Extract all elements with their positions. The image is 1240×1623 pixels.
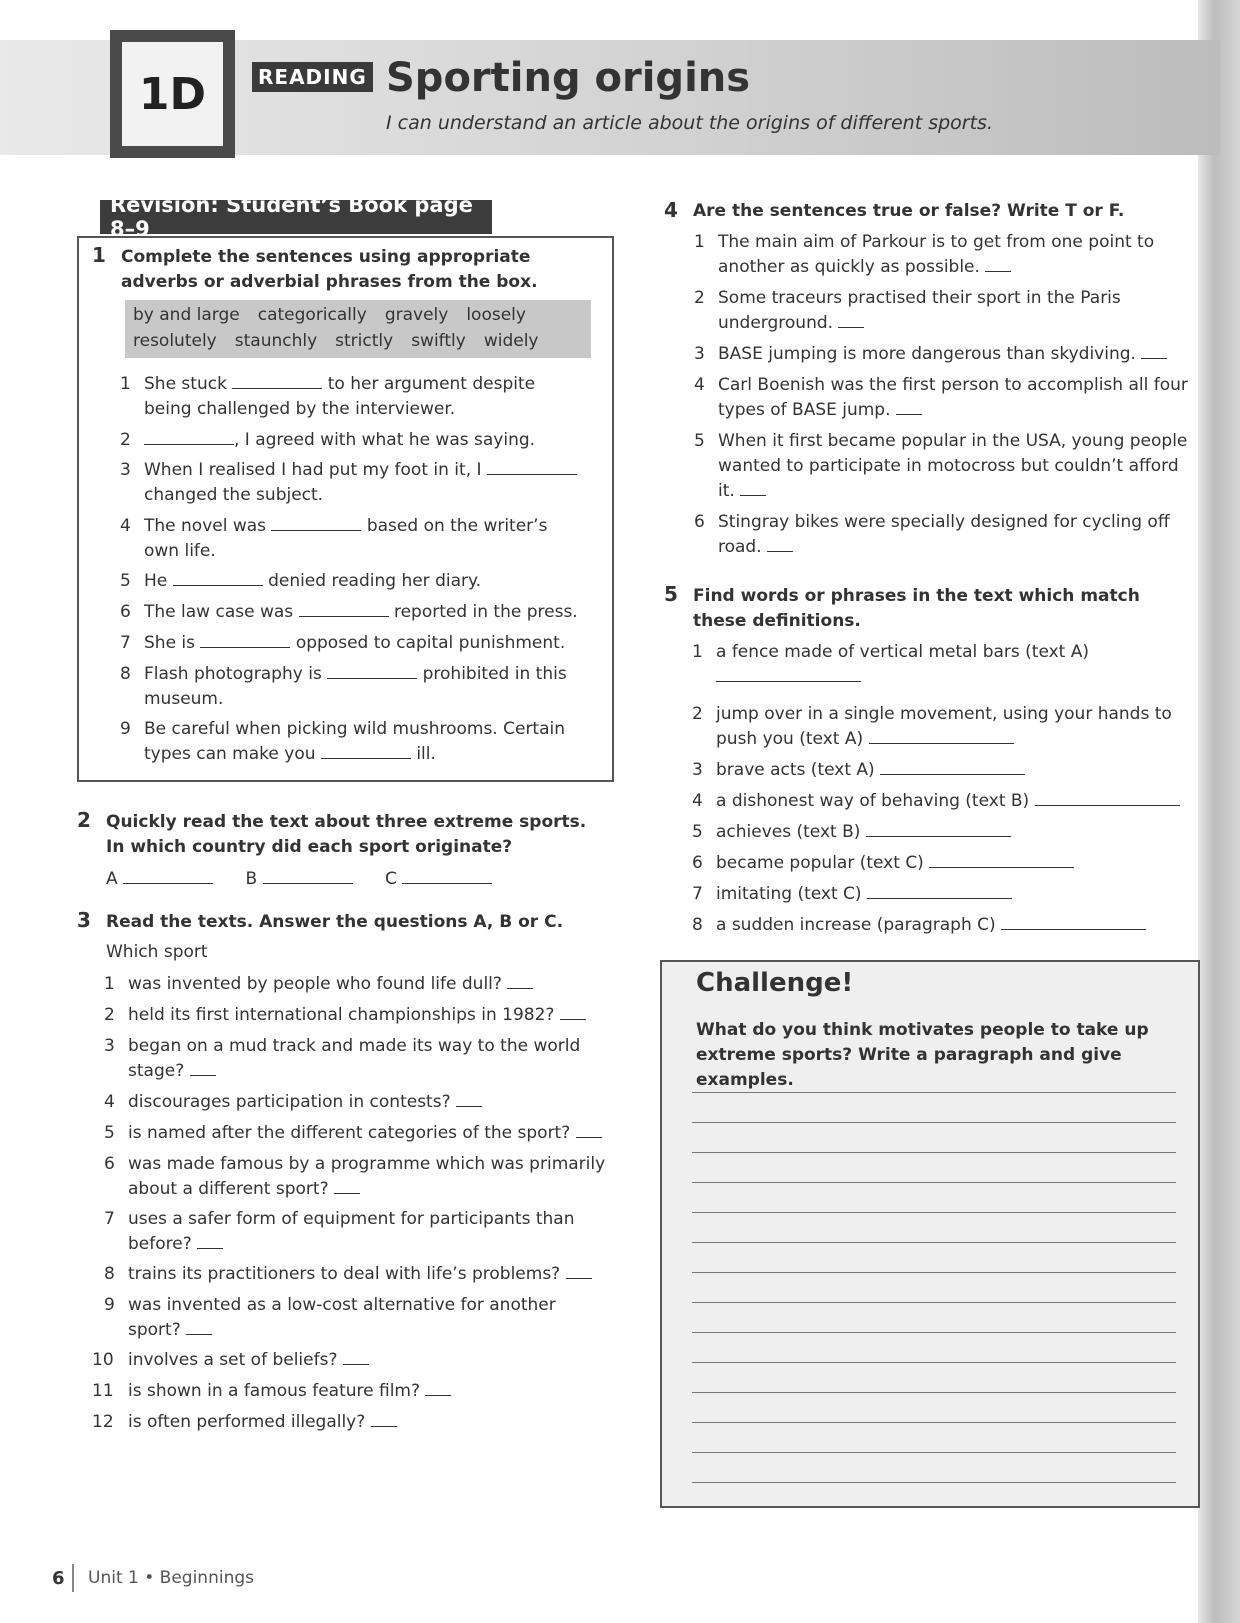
answer-blank[interactable] bbox=[560, 1003, 586, 1020]
answer-blank[interactable] bbox=[456, 1090, 482, 1107]
ex4-item: 5 When it first became popular in the USA, young people wanted to participate in motocross but couldn’t afford it. bbox=[694, 431, 1188, 501]
exercise-5-instruction: Find words or phrases in the text which match these definitions. bbox=[693, 586, 1140, 631]
challenge-title: Challenge! bbox=[696, 968, 854, 998]
ex1-item: 8 Flash photography is prohibited in this museum. bbox=[120, 664, 567, 709]
ex3-item: 5 is named after the different categories of the sport? bbox=[128, 1121, 608, 1146]
word: gravely bbox=[384, 305, 449, 325]
writing-line[interactable] bbox=[692, 1152, 1176, 1153]
word: categorically bbox=[257, 305, 367, 325]
answer-blank[interactable] bbox=[186, 1318, 212, 1335]
word: staunchly bbox=[234, 331, 318, 351]
word: strictly bbox=[335, 331, 394, 351]
word: swiftly bbox=[411, 331, 466, 351]
answer-blank[interactable] bbox=[200, 631, 290, 648]
answer-blank[interactable] bbox=[190, 1059, 216, 1076]
ex5-item: 1 a fence made of vertical metal bars (text A) bbox=[716, 640, 1186, 690]
answer-blank[interactable] bbox=[144, 428, 234, 445]
exercise-3-lead: Which sport bbox=[106, 942, 208, 962]
answer-blank[interactable] bbox=[263, 867, 353, 884]
challenge-instruction: What do you think motivates people to take up extreme sports? Write a paragraph and give examples. bbox=[696, 1020, 1149, 1090]
ex5-item: 7 imitating (text C) bbox=[716, 882, 1186, 907]
writing-line[interactable] bbox=[692, 1482, 1176, 1483]
answer-blank[interactable] bbox=[299, 600, 389, 617]
page-title: Sporting origins bbox=[386, 55, 751, 101]
writing-line[interactable] bbox=[692, 1452, 1176, 1453]
answer-blank[interactable] bbox=[929, 851, 1074, 868]
ex4-item: 3 BASE jumping is more dangerous than skydiving. bbox=[718, 342, 1188, 367]
answer-blank[interactable] bbox=[321, 742, 411, 759]
ex5-item: 5 achieves (text B) bbox=[716, 820, 1186, 845]
ex5-item: 6 became popular (text C) bbox=[716, 851, 1186, 876]
ex4-item: 6 Stingray bikes were specially designed for cycling off road. bbox=[694, 512, 1170, 557]
ex1-item: 5 He denied reading her diary. bbox=[120, 571, 482, 591]
revision-banner: Revision: Student’s Book page 8–9 bbox=[100, 200, 492, 234]
answer-blank[interactable] bbox=[1001, 913, 1146, 930]
ex3-item: 12 is often performed illegally? bbox=[128, 1410, 608, 1435]
page-number: 6 bbox=[52, 1568, 65, 1589]
writing-line[interactable] bbox=[692, 1392, 1176, 1393]
answer-blank[interactable] bbox=[232, 372, 322, 389]
ex4-item: 2 Some traceurs practised their sport in the Paris underground. bbox=[694, 288, 1121, 333]
answer-blank[interactable] bbox=[716, 665, 861, 682]
writing-line[interactable] bbox=[692, 1242, 1176, 1243]
page-edge-shadow bbox=[1198, 0, 1240, 1623]
ex1-item: 7 She is opposed to capital punishment. bbox=[120, 633, 566, 653]
ex1-item: 6 The law case was reported in the press. bbox=[120, 602, 578, 622]
writing-line[interactable] bbox=[692, 1122, 1176, 1123]
answer-blank[interactable] bbox=[985, 255, 1011, 272]
answer-blank[interactable] bbox=[507, 972, 533, 989]
ex1-item: 9 Be careful when picking wild mushrooms. Certain types can make you ill. bbox=[120, 719, 566, 764]
lesson-code-box bbox=[110, 30, 235, 158]
exercise-4-number: 4 bbox=[664, 198, 678, 222]
answer-blank[interactable] bbox=[867, 882, 1012, 899]
ex3-item: 1 was invented by people who found life dull? bbox=[128, 972, 608, 997]
ex4-item: 4 Carl Boenish was the first person to accomplish all four types of BASE jump. bbox=[694, 375, 1188, 420]
answer-blank[interactable] bbox=[866, 820, 1011, 837]
answer-blank[interactable] bbox=[1035, 789, 1180, 806]
writing-line[interactable] bbox=[692, 1182, 1176, 1183]
ex3-item: 2 held its first international championships in 1982? bbox=[128, 1003, 608, 1028]
word: loosely bbox=[466, 305, 526, 325]
answer-blank[interactable] bbox=[487, 458, 577, 475]
ex5-item: 3 brave acts (text A) bbox=[716, 758, 1186, 783]
ex3-item: 6 was made famous by a programme which was primarily about a different sport? bbox=[104, 1154, 606, 1199]
exercise-5-number: 5 bbox=[664, 582, 678, 606]
ex1-item: 3 When I realised I had put my foot in it, I changed the subject. bbox=[144, 458, 584, 508]
ex1-item: 2 , I agreed with what he was saying. bbox=[120, 430, 536, 450]
answer-blank[interactable] bbox=[767, 535, 793, 552]
footer-divider bbox=[72, 1564, 74, 1592]
ex5-item: 8 a sudden increase (paragraph C) bbox=[716, 913, 1186, 938]
answer-blank[interactable] bbox=[869, 727, 1014, 744]
writing-line[interactable] bbox=[692, 1422, 1176, 1423]
answer-blank[interactable] bbox=[343, 1348, 369, 1365]
answer-blank[interactable] bbox=[1141, 342, 1167, 359]
footer-unit: Unit 1 • Beginnings bbox=[88, 1568, 254, 1588]
ex4-item: 1 The main aim of Parkour is to get from one point to another as quickly as possible. bbox=[694, 232, 1155, 277]
ex3-item: 3 began on a mud track and made its way to the world stage? bbox=[104, 1036, 581, 1081]
ex3-item: 11 is shown in a famous feature film? bbox=[128, 1379, 608, 1404]
ex5-item: 4 a dishonest way of behaving (text B) bbox=[716, 789, 1186, 814]
answer-blank[interactable] bbox=[327, 662, 417, 679]
answer-blank[interactable] bbox=[740, 479, 766, 496]
exercise-4-instruction: Are the sentences true or false? Write T or F. bbox=[693, 201, 1125, 221]
writing-line[interactable] bbox=[692, 1302, 1176, 1303]
exercise-2-number: 2 bbox=[77, 808, 91, 832]
exercise-2-instruction: Quickly read the text about three extreme sports. In which country did each sport originate? bbox=[106, 812, 587, 857]
writing-line[interactable] bbox=[692, 1092, 1176, 1093]
word: resolutely bbox=[133, 331, 217, 351]
answer-blank[interactable] bbox=[334, 1177, 360, 1194]
answer-blank[interactable] bbox=[371, 1410, 397, 1427]
ex3-item: 10 involves a set of beliefs? bbox=[128, 1348, 608, 1373]
answer-blank[interactable] bbox=[838, 311, 864, 328]
exercise-1-instruction: Complete the sentences using appropriate adverbs or adverbial phrases from the box. bbox=[121, 247, 538, 292]
ex3-item: 7 uses a safer form of equipment for participants than before? bbox=[104, 1209, 575, 1254]
challenge-box bbox=[660, 960, 1200, 1508]
word-box bbox=[125, 300, 591, 358]
exercise-3-number: 3 bbox=[77, 908, 91, 932]
writing-line[interactable] bbox=[692, 1272, 1176, 1273]
answer-blank[interactable] bbox=[197, 1232, 223, 1249]
ex1-item: 4 The novel was based on the writer’s own life. bbox=[120, 516, 548, 561]
answer-blank[interactable] bbox=[896, 398, 922, 415]
answer-blank[interactable] bbox=[123, 867, 213, 884]
ex5-item: 2 jump over in a single movement, using your hands to push you (text A) bbox=[692, 704, 1172, 749]
answer-blank[interactable] bbox=[402, 867, 492, 884]
exercise-3-instruction: Read the texts. Answer the questions A, B or C. bbox=[106, 912, 564, 932]
answer-blank[interactable] bbox=[173, 569, 263, 586]
writing-line[interactable] bbox=[692, 1332, 1176, 1333]
answer-blank[interactable] bbox=[425, 1379, 451, 1396]
ex1-item: 1 She stuck to her argument despite being challenged by the interviewer. bbox=[120, 374, 536, 419]
word: widely bbox=[483, 331, 539, 351]
answer-blank[interactable] bbox=[271, 514, 361, 531]
ex3-item: 4 discourages participation in contests? bbox=[128, 1090, 608, 1115]
reading-badge: READING bbox=[252, 62, 373, 92]
lesson-code: 1D bbox=[122, 42, 223, 146]
writing-line[interactable] bbox=[692, 1362, 1176, 1363]
page-subtitle: I can understand an article about the origins of different sports. bbox=[386, 112, 993, 134]
ex3-item: 9 was invented as a low-cost alternative for another sport? bbox=[104, 1295, 556, 1340]
writing-line[interactable] bbox=[692, 1212, 1176, 1213]
answer-blank[interactable] bbox=[880, 758, 1025, 775]
answer-blank[interactable] bbox=[576, 1121, 602, 1138]
exercise-1-number: 1 bbox=[92, 243, 106, 267]
answer-blank[interactable] bbox=[566, 1262, 592, 1279]
ex2-answers: A B C bbox=[106, 867, 606, 892]
word: by and large bbox=[133, 305, 240, 325]
ex3-item: 8 trains its practitioners to deal with life’s problems? bbox=[128, 1262, 608, 1287]
